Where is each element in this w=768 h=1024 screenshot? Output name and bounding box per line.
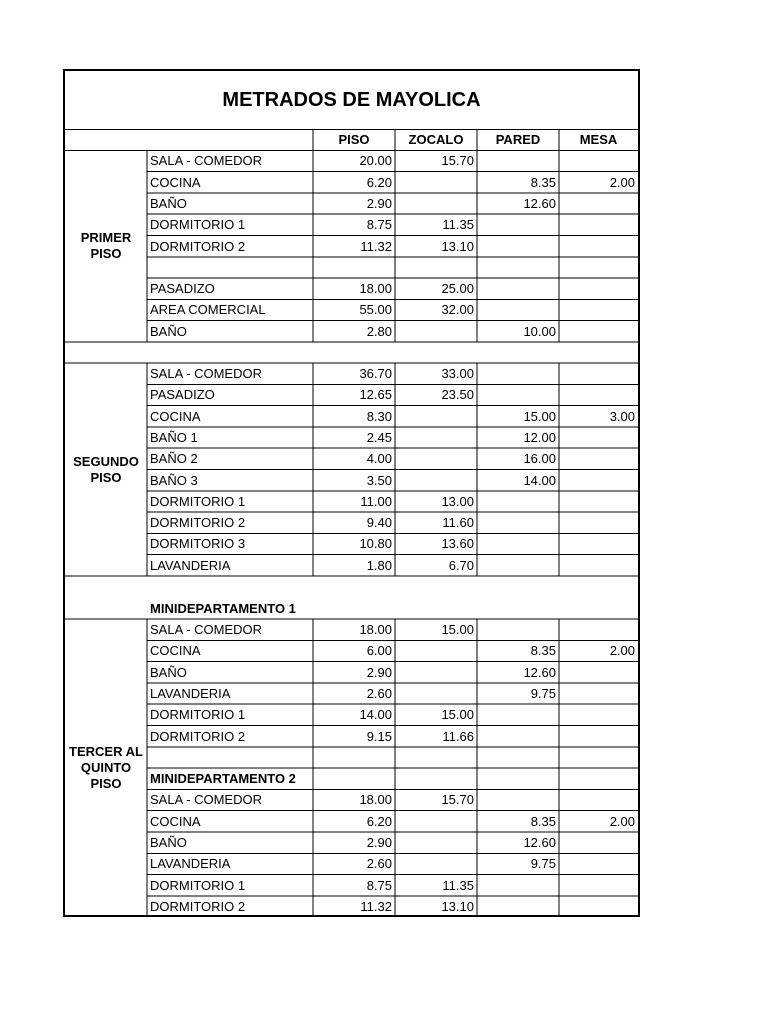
cell-piso: 4.00	[366, 451, 392, 467]
cell-mesa	[559, 726, 638, 747]
cell-piso	[313, 257, 395, 278]
cell-mesa	[559, 214, 638, 235]
cell-mesa	[559, 470, 638, 491]
cell-piso: 11.00	[360, 493, 392, 509]
cell-mesa	[559, 448, 638, 469]
cell-piso: 20.00	[359, 153, 392, 169]
cell-piso: 2.90	[366, 835, 392, 850]
cell-piso: 1.80	[366, 557, 392, 573]
cell-zocalo	[395, 832, 477, 853]
row-label: SALA - COMEDOR	[150, 153, 262, 169]
cell-pared	[477, 278, 559, 299]
column-header-pared: PARED	[495, 132, 541, 147]
cell-pared	[477, 491, 559, 512]
cell-zocalo: 15.00	[441, 622, 474, 637]
cell-pared: 12.60	[523, 664, 556, 680]
cell-pared	[477, 555, 559, 576]
cell-zocalo: 33.00	[441, 366, 474, 381]
cell-mesa	[559, 853, 638, 874]
cell-piso: 2.80	[366, 323, 392, 339]
cell-mesa	[559, 427, 638, 448]
cell-zocalo	[395, 172, 477, 193]
cell-piso: 18.00	[359, 622, 392, 637]
row-label: SALA - COMEDOR	[150, 622, 262, 637]
row-label: BAÑO 1	[150, 429, 198, 445]
cell-piso: 36.70	[359, 366, 392, 381]
row-label: PASADIZO	[150, 281, 215, 297]
floor-label: TERCER AL QUINTO PISO	[69, 744, 143, 792]
row-label: DORMITORIO 1	[150, 493, 246, 509]
cell-mesa	[559, 321, 638, 342]
row-label: BAÑO 2	[150, 451, 198, 467]
cell-mesa	[559, 533, 638, 554]
cell-zocalo: 11.35	[442, 877, 474, 893]
cell-piso: 2.90	[366, 195, 392, 211]
cell-piso: 9.15	[366, 728, 392, 744]
cell-mesa	[559, 704, 638, 725]
cell-zocalo: 13.00	[441, 493, 474, 509]
row-label: PASADIZO	[150, 387, 215, 403]
cell-pared	[477, 726, 559, 747]
cell-zocalo	[395, 427, 477, 448]
cell-mesa	[559, 768, 638, 789]
section-subtitle: MINIDEPARTAMENTO 1	[150, 601, 296, 616]
row-label: LAVANDERIA	[150, 685, 231, 701]
cell-zocalo	[395, 662, 477, 683]
row-label: COCINA	[150, 408, 201, 424]
cell-zocalo	[395, 257, 477, 278]
cell-piso: 10.80	[359, 536, 392, 552]
cell-pared: 12.60	[523, 835, 556, 850]
cell-zocalo: 23.50	[441, 387, 474, 403]
row-label: SALA - COMEDOR	[150, 366, 262, 381]
cell-mesa	[559, 875, 638, 896]
cell-pared	[477, 896, 559, 917]
floor-label: PRIMER PISO	[80, 230, 132, 262]
cell-zocalo: 13.10	[441, 238, 474, 254]
cell-mesa	[559, 619, 638, 640]
cell-mesa: 2.00	[609, 643, 635, 659]
cell-mesa	[559, 512, 638, 533]
cell-zocalo: 15.00	[441, 707, 474, 723]
cell-pared: 12.00	[523, 429, 556, 445]
mayolica-sheet	[63, 69, 640, 917]
row-label: BAÑO 3	[150, 472, 198, 488]
cell-zocalo	[395, 193, 477, 214]
cell-zocalo: 11.60	[442, 515, 474, 531]
cell-piso: 2.45	[366, 429, 392, 445]
cell-mesa	[559, 363, 638, 384]
cell-piso	[313, 768, 395, 789]
cell-pared	[477, 214, 559, 235]
row-label: DORMITORIO 1	[150, 217, 246, 233]
cell-zocalo: 11.66	[442, 728, 474, 744]
cell-pared: 9.75	[530, 685, 556, 701]
cell-zocalo: 15.70	[441, 153, 474, 169]
cell-piso: 8.75	[366, 217, 392, 233]
cell-mesa	[559, 193, 638, 214]
row-label: DORMITORIO 2	[150, 238, 246, 254]
row-label: DORMITORIO 2	[150, 515, 246, 531]
row-label: BAÑO	[150, 835, 187, 850]
cell-pared	[477, 533, 559, 554]
cell-zocalo: 6.70	[448, 557, 474, 573]
cell-piso: 12.65	[359, 387, 392, 403]
cell-piso: 2.60	[366, 685, 392, 701]
cell-zocalo	[395, 747, 477, 768]
cell-zocalo	[395, 321, 477, 342]
cell-pared: 15.00	[523, 408, 556, 424]
cell-mesa	[559, 236, 638, 257]
row-label: DORMITORIO 2	[150, 898, 246, 914]
cell-mesa	[559, 896, 638, 917]
row-label: MINIDEPARTAMENTO 2	[150, 771, 296, 787]
cell-zocalo	[395, 811, 477, 832]
cell-mesa	[559, 555, 638, 576]
cell-piso	[313, 747, 395, 768]
cell-pared	[477, 789, 559, 810]
cell-mesa	[559, 747, 638, 768]
floor-label: SEGUNDO PISO	[73, 453, 139, 485]
cell-piso: 18.00	[359, 792, 392, 808]
row-label: LAVANDERIA	[150, 856, 231, 872]
cell-zocalo: 15.70	[441, 792, 474, 808]
cell-zocalo	[395, 470, 477, 491]
cell-pared: 8.35	[530, 813, 556, 829]
row-label: BAÑO	[150, 195, 187, 211]
column-header-piso: PISO	[338, 132, 370, 147]
row-label: COCINA	[150, 643, 201, 659]
row-label: BAÑO	[150, 664, 187, 680]
row-label: DORMITORIO 2	[150, 728, 246, 744]
cell-piso: 3.50	[366, 472, 392, 488]
cell-piso: 9.40	[366, 515, 392, 531]
cell-zocalo: 13.10	[441, 898, 474, 914]
cell-zocalo	[395, 683, 477, 704]
cell-mesa	[559, 789, 638, 810]
cell-mesa	[559, 278, 638, 299]
cell-pared	[477, 704, 559, 725]
cell-pared: 16.00	[523, 451, 556, 467]
cell-mesa: 2.00	[609, 813, 635, 829]
cell-mesa	[559, 491, 638, 512]
cell-pared: 12.60	[523, 195, 556, 211]
cell-zocalo: 25.00	[441, 281, 474, 297]
cell-piso: 2.90	[366, 664, 392, 680]
row-label	[147, 747, 316, 768]
cell-mesa	[559, 257, 638, 278]
cell-zocalo: 11.35	[442, 217, 474, 233]
cell-piso: 2.60	[366, 856, 392, 872]
cell-pared: 8.35	[530, 643, 556, 659]
cell-piso: 55.00	[359, 302, 392, 318]
cell-zocalo: 32.00	[441, 302, 474, 318]
cell-pared	[477, 747, 559, 768]
cell-zocalo	[395, 406, 477, 427]
cell-zocalo	[395, 640, 477, 661]
cell-mesa	[559, 299, 638, 320]
sheet-title: METRADOS DE MAYOLICA	[65, 71, 638, 130]
cell-pared: 8.35	[530, 174, 556, 190]
row-label	[147, 257, 316, 278]
row-label: DORMITORIO 3	[150, 536, 246, 552]
cell-pared	[477, 512, 559, 533]
cell-piso: 6.00	[366, 643, 392, 659]
cell-pared	[477, 384, 559, 405]
cell-pared	[477, 236, 559, 257]
cell-mesa: 3.00	[609, 408, 635, 424]
cell-piso: 11.32	[360, 898, 392, 914]
cell-pared: 9.75	[530, 856, 556, 872]
cell-piso: 8.30	[366, 408, 392, 424]
cell-zocalo	[395, 448, 477, 469]
cell-pared: 14.00	[523, 472, 556, 488]
row-label: LAVANDERIA	[150, 557, 231, 573]
cell-mesa	[559, 662, 638, 683]
cell-pared	[477, 768, 559, 789]
cell-piso: 11.32	[360, 238, 392, 254]
cell-pared	[477, 875, 559, 896]
cell-mesa	[559, 832, 638, 853]
cell-piso: 18.00	[359, 281, 392, 297]
cell-piso: 6.20	[366, 813, 392, 829]
cell-mesa	[559, 683, 638, 704]
cell-piso: 8.75	[366, 877, 392, 893]
cell-pared: 10.00	[523, 323, 556, 339]
cell-pared	[477, 363, 559, 384]
cell-piso: 6.20	[366, 174, 392, 190]
column-header-mesa: MESA	[579, 132, 618, 147]
row-label: BAÑO	[150, 323, 187, 339]
cell-zocalo: 13.60	[441, 536, 474, 552]
cell-pared	[477, 299, 559, 320]
cell-pared	[477, 257, 559, 278]
cell-mesa	[559, 384, 638, 405]
row-label: COCINA	[150, 174, 201, 190]
cell-pared	[477, 150, 559, 171]
cell-mesa	[559, 150, 638, 171]
cell-zocalo	[395, 768, 477, 789]
cell-pared	[477, 619, 559, 640]
row-label: DORMITORIO 1	[150, 707, 246, 723]
row-label: AREA COMERCIAL	[150, 302, 266, 318]
row-label: DORMITORIO 1	[150, 877, 246, 893]
cell-mesa: 2.00	[609, 174, 635, 190]
row-label: COCINA	[150, 813, 201, 829]
row-label: SALA - COMEDOR	[150, 792, 262, 808]
column-header-zocalo: ZOCALO	[408, 132, 464, 147]
cell-piso: 14.00	[359, 707, 392, 723]
cell-zocalo	[395, 853, 477, 874]
